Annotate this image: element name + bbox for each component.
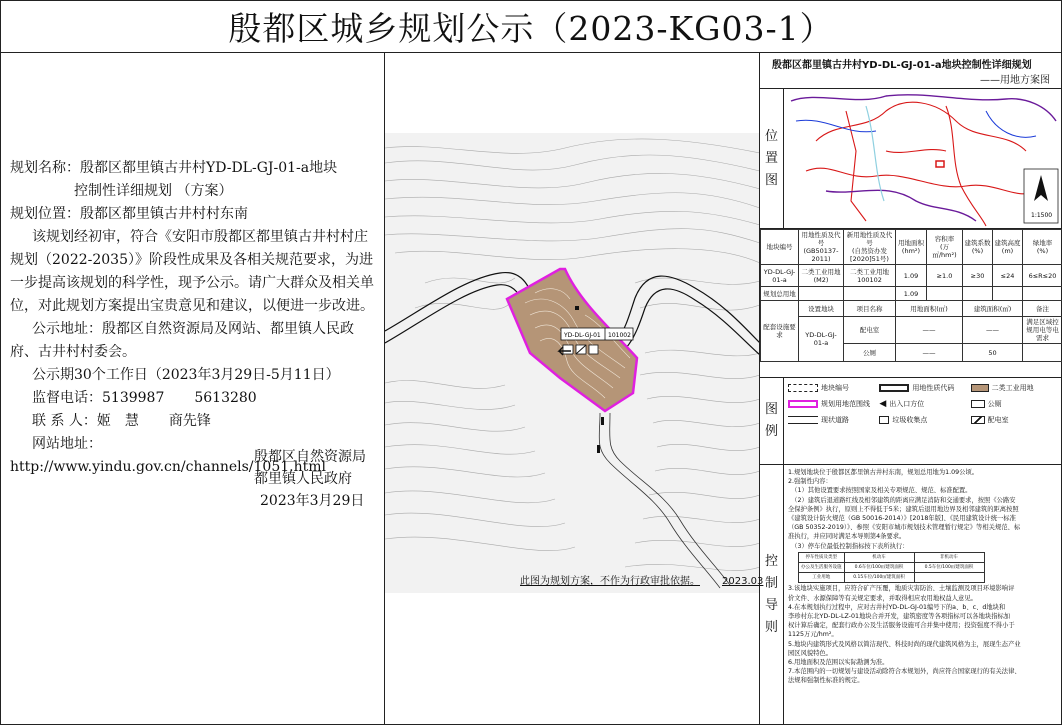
page-title: 殷都区城乡规划公示（2023-KG03-1） — [0, 0, 1062, 53]
spec-header: 建筑系数 (%) — [963, 230, 993, 265]
legend-label: 图 例 — [760, 378, 784, 464]
spec-cell: 6≤R≤20 — [1023, 265, 1062, 287]
legend-item: 用地性质代码 — [879, 382, 968, 394]
rule-line: 1.规划地块位于殷都区都里镇古井村东南，规划总用地为1.09公顷。 — [788, 469, 979, 476]
legend-item: 配电室 — [971, 414, 1060, 426]
spec-cell: 二类工业用地 100102 — [844, 265, 896, 287]
legend-item: 现状道路 — [788, 414, 877, 426]
facility-header: 项目名称 — [844, 301, 896, 317]
waste-icon — [879, 416, 889, 424]
plan-name-line: 规划名称：殷都区都里镇古井村YD-DL-GJ-01-a地块 — [10, 160, 338, 176]
facility-header: 建筑面积(㎡) — [963, 301, 1023, 317]
toilet-icon — [971, 400, 985, 408]
facility-cell — [1023, 344, 1062, 362]
entrance-arrow-icon: ◀ — [879, 399, 887, 409]
sign-date: 2023年3月29日 — [260, 493, 365, 509]
facility-cell: —— — [896, 344, 963, 362]
rule-line: 权计算后确定，配套行政办公及生活服务设施可合并集中使用；投资强度不得小于 — [788, 622, 1015, 630]
facility-plot: YD-DL-GJ-01-a — [799, 317, 844, 362]
rule-line: （3）停车位最低控制指标按下表所执行： — [788, 542, 909, 550]
location-map — [786, 91, 1060, 227]
facility-cell: 配电室 — [844, 317, 896, 344]
landuse-code-swatch — [879, 384, 909, 392]
control-rules — [788, 468, 1060, 686]
rule-line: 4.在本规划执行过程中，应对古井村YD-DL-GJ-01编号下的a、b、c、d地块和 — [788, 603, 1006, 611]
spec-table-section — [760, 229, 1062, 378]
toilet-symbol — [563, 345, 573, 354]
facility-cell: —— — [896, 317, 963, 344]
rule-line: 价文件、水源保障等有关规定要求，并取得相应农用地权益人意见。 — [788, 594, 977, 602]
location-map-label: 位 置 图 — [760, 89, 784, 228]
facility-cell: 公厕 — [844, 344, 896, 362]
rule-line: 园区风貌特色。 — [788, 649, 833, 657]
facility-table — [760, 300, 1062, 362]
site-location-marker — [936, 161, 944, 167]
rule-line: 全保护条例》执行，原则上不得低于5米；建筑后退用地边界及相邻建筑的距离按照 — [788, 505, 1019, 513]
website-link[interactable]: http://www.yindu.gov.cn/channels/1051.html — [10, 459, 326, 475]
legend-item: 公厕 — [971, 398, 1060, 410]
spec-header: 新用地性质及代号 (自然资办发[2020]51号) — [844, 230, 896, 265]
plan-name-line-2: 控制性详细规划 （方案） — [74, 183, 233, 199]
legend-item: 规划用地范围线 — [788, 398, 877, 410]
facility-label: 配套设施要求 — [761, 301, 799, 362]
spec-cell: ≥30 — [963, 265, 993, 287]
announcement-address: 公示地址：殷都区自然资源局及网站、都里镇人民政府、古井村村委会。 — [10, 321, 354, 360]
site-map — [385, 53, 760, 725]
spec-header: 绿地率 (%) — [1023, 230, 1062, 265]
announcement-period: 公示期30个工作日（2023年3月29日-5月11日） — [32, 367, 340, 383]
plan-subtitle: ——用地方案图 — [980, 75, 1050, 86]
rule-line: 1125万元/hm²。 — [788, 631, 838, 639]
spec-cell: 二类工业用地 (M2) — [799, 265, 844, 287]
spec-cell: ≤24 — [993, 265, 1023, 287]
spec-header: 建筑高度 (m) — [993, 230, 1023, 265]
legend-item: 垃圾收集点 — [879, 414, 968, 426]
facility-cell: 满足区域控规用电等电需求 — [1023, 317, 1062, 344]
supervision-phone: 监督电话：5139987 5613280 — [32, 390, 257, 406]
plan-info-panel — [760, 53, 1062, 725]
legend-item: ◀ 出入口方位 — [879, 399, 925, 409]
spec-header: 容积率 (万㎡/hm²) — [927, 230, 963, 265]
legend — [788, 382, 1060, 426]
announcement-text — [0, 53, 385, 725]
entrance-marker — [601, 417, 604, 425]
rule-line: 2.强制性内容： — [788, 478, 832, 486]
site-map-drawing — [385, 53, 760, 725]
boundary-swatch — [788, 400, 818, 408]
legend-item: 地块编号 — [788, 382, 877, 394]
plan-location: 规划位置：殷都区都里镇古井村村东南 — [10, 206, 248, 222]
rule-line: 5.地块内建筑形式及风格以简洁现代、科技时尚的现代建筑风格为主，展现生态产业 — [788, 640, 1021, 648]
map-disclaimer: 此图为规划方案，不作为行政审批依据。 2023.03 — [520, 576, 764, 587]
facility-cell: 50 — [963, 344, 1023, 362]
substation-icon — [971, 416, 985, 424]
facility-cell: —— — [963, 317, 1023, 344]
legend-item: 二类工业用地 — [971, 382, 1060, 394]
sign-bureau: 殷都区自然资源局 — [254, 449, 366, 465]
land-use-spec-table — [760, 229, 1062, 301]
spec-header: 用地面积 (hm²) — [896, 230, 927, 265]
facility-header: 备注 — [1023, 301, 1062, 317]
rule-line: 准执行，并应同时满足本导则第4条要求。 — [788, 533, 906, 541]
announcement-paragraph: 该规划经初审，符合《安阳市殷都区都里镇古井村村庄规划（2022-2035）》阶段性成果及各相关规范要求，为进一步提高该规划的科学性，现予公示。请广大群众及相关单位，对此规划方案提出宝贵意见和建议，以便进一步改进。 — [10, 229, 374, 314]
plan-panel-title — [760, 53, 1062, 89]
scale-label: 1:1500 — [1031, 212, 1053, 219]
rule-line: 法规和强制性标准的规定。 — [788, 677, 864, 685]
control-rules-section — [760, 465, 1062, 725]
waste-point-symbol — [589, 345, 598, 354]
legend-section — [760, 378, 1062, 465]
rule-line: 3.该地块实施项目，应符合矿产压覆，地质灾害防治、土壤监测及项目环境影响评 — [788, 585, 1015, 593]
total-area-label: 规划总用地 — [761, 287, 799, 301]
spec-cell: YD-DL-GJ-01-a — [761, 265, 799, 287]
sign-government: 都里镇人民政府 — [254, 471, 352, 487]
parking-table: 停车性质及类型 机动车 非机动车 办公及生活服务设施 0.6车位/100㎡建筑面积 0.5车位/100㎡建筑面积 工业用地 0.15车位/100㎡建筑面积 — [798, 552, 985, 584]
rule-line: 6.用地面积及范围以实际勘测为准。 — [788, 659, 889, 667]
rule-line: 7.本范围内的一切规划与建设活动除符合本规划外，尚应符合国家现行的有关法律、 — [788, 668, 1021, 676]
rule-line: 李珍村东北YD-DL-LZ-01地块合并开发，建筑密度等各项指标可以各地块指标加 — [788, 613, 1011, 621]
plan-title: 殷都区都里镇古井村YD-DL-GJ-01-a地块控制性详细规划 — [772, 60, 1032, 71]
rule-line: （2）建筑后退道路红线及相邻建筑的距离应满足消防和交通要求，按照《公路安 — [788, 496, 1016, 504]
website-line: 网站地址：http://www.yindu.gov.cn/channels/1051.html — [10, 436, 326, 475]
plot-code-swatch — [788, 384, 818, 392]
signature-block — [254, 446, 366, 512]
spec-header: 用地性质及代号 (GB50137-2011) — [799, 230, 844, 265]
facility-header: 用地面积(㎡) — [896, 301, 963, 317]
location-map-section — [760, 89, 1062, 229]
total-area-value: 1.09 — [896, 287, 927, 301]
plot-code-label: YD-DL-GJ-01 — [564, 332, 601, 339]
spec-header: 地块编号 — [761, 230, 799, 265]
rule-line: 《建筑设计防火规范（GB 50016-2014）》[2018年版]、《民用建筑设计统一标准 — [788, 515, 1016, 523]
rule-line: （1）其他设置要求按照国家及相关专项规范、规范、标准配置。 — [788, 487, 972, 495]
contact-person: 联 系 人：姬 慧 商先锋 — [32, 413, 211, 429]
spec-cell: ≥1.0 — [927, 265, 963, 287]
control-rules-label: 控 制 导 则 — [760, 465, 784, 725]
rule-line: （GB 50352-2019）》、参照《安阳市城市规划技术管理暂行规定》等相关规范、标 — [788, 524, 1021, 532]
industrial-swatch — [971, 384, 989, 392]
spec-cell: 1.09 — [896, 265, 927, 287]
facility-header: 设置地块 — [799, 301, 844, 317]
road-swatch — [788, 416, 818, 424]
plot-type-label: 101002 — [608, 332, 631, 339]
